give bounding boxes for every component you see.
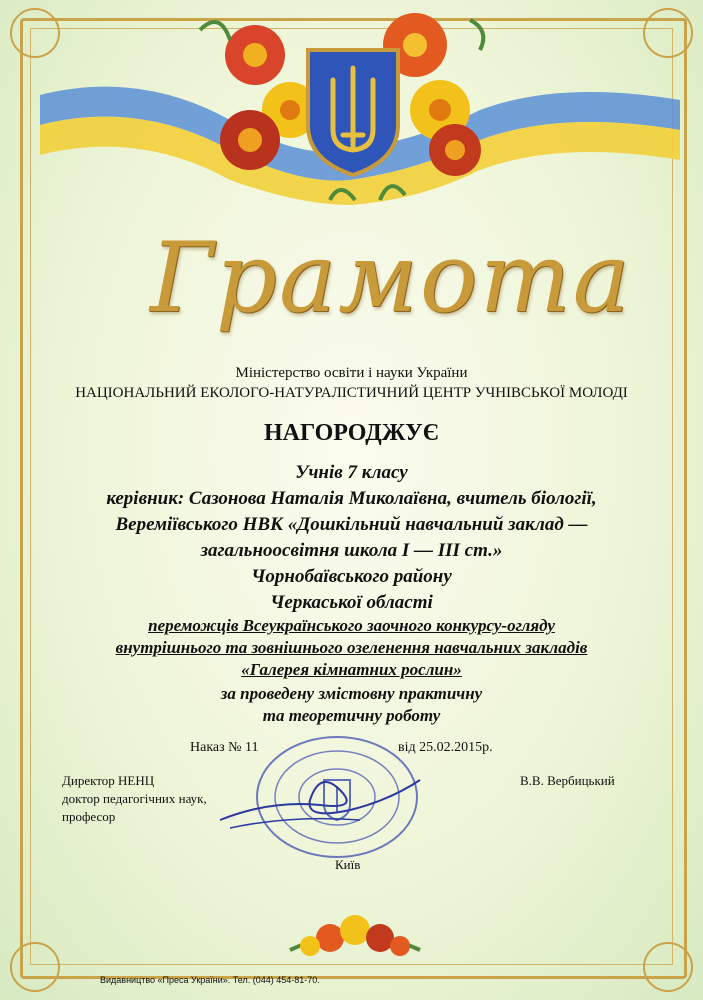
signer-name: В.В. Вербицький	[520, 773, 615, 788]
center-name: НАЦІОНАЛЬНИЙ ЕКОЛОГО-НАТУРАЛІСТИЧНИЙ ЦЕНТР УЧНІВСЬКОЇ МОЛОДІ	[75, 385, 628, 401]
trident-coat-of-arms-icon	[308, 50, 398, 175]
recipient-line: Черкаської області	[270, 592, 433, 613]
recipient-line: Учнів 7 класу	[295, 462, 408, 483]
publisher-info: Видавництво «Преса України». Тел. (044) 454-81-70.	[100, 975, 320, 985]
certificate-title: Грамота	[150, 222, 632, 334]
signer-title-line: Директор НЕНЦ	[62, 773, 155, 788]
signature-icon	[210, 760, 430, 840]
recipient-line: Чорнобаївського району	[251, 566, 452, 587]
recipient-line: керівник: Сазонова Наталія Миколаївна, вчитель біології,	[106, 488, 597, 509]
for-line: та теоретичну роботу	[262, 706, 441, 725]
ministry-name: Міністерство освіти і науки України	[235, 365, 468, 381]
city: Київ	[335, 857, 361, 872]
signer-title-line: професор	[62, 809, 116, 824]
reason-line: переможців Всеукраїнського заочного конкурсу-огляду	[148, 616, 555, 635]
marigold-flowers-icon	[280, 900, 430, 960]
recipient-line: Веремiївського НВК «Дошкільний навчальний заклад —	[115, 514, 588, 535]
recipient-line: загальноосвітня школа І — ІІІ ст.»	[200, 540, 503, 561]
reason-line: «Галерея кімнатних рослин»	[241, 660, 462, 679]
order-number: Наказ № 11	[190, 740, 259, 755]
header-decoration	[0, 0, 703, 230]
awards-heading: НАГОРОДЖУЄ	[263, 420, 440, 446]
reason-line: внутрішнього та зовнішнього озеленення навчальних закладів	[115, 638, 588, 657]
for-line: за проведену змістовну практичну	[220, 684, 483, 703]
frame-corner-ornament	[10, 942, 60, 992]
frame-corner-ornament	[643, 942, 693, 992]
order-date: від 25.02.2015р.	[398, 740, 493, 755]
signer-title-line: доктор педагогічних наук,	[62, 791, 207, 806]
